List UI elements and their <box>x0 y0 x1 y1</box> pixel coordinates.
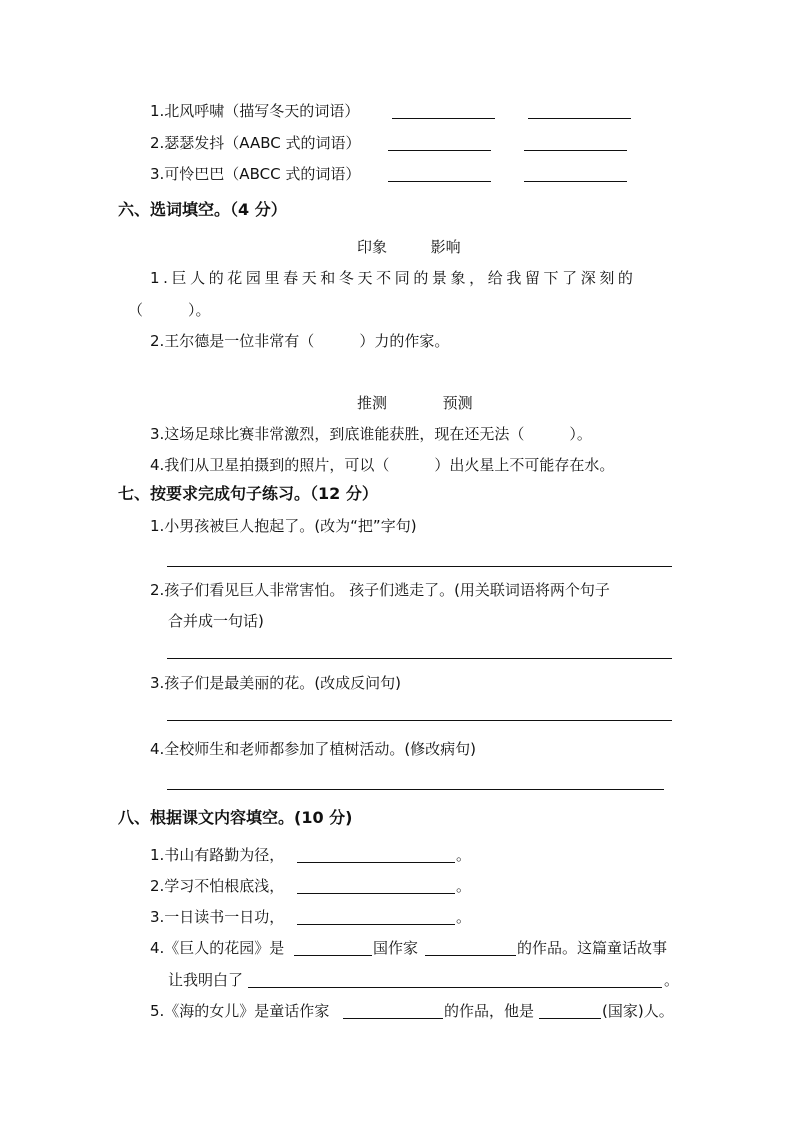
answer-blank[interactable] <box>539 1018 601 1019</box>
answer-line[interactable] <box>167 566 672 567</box>
word-choice: 预测 <box>442 394 473 412</box>
answer-blank[interactable] <box>297 893 455 894</box>
question-8-4-cont: 让我明白了 <box>168 971 244 989</box>
punctuation: 。 <box>456 846 472 864</box>
question-7-2: 2.孩子们看见巨人非常害怕。 孩子们逃走了。(用关联词语将两个句子 <box>150 581 610 599</box>
question-6-4: 4.我们从卫星拍摄到的照片，可以（ ）出火星上不可能存在水。 <box>150 456 615 474</box>
answer-blank[interactable] <box>343 1018 443 1019</box>
word-choice-pair-1 <box>357 237 461 257</box>
question-8-5-text: 的作品，他是 <box>444 1002 535 1020</box>
word-item-2: 2.瑟瑟发抖（AABC 式的词语） <box>150 134 361 152</box>
question-8-4-text: 国作家 <box>373 939 419 957</box>
answer-blank[interactable] <box>528 118 631 119</box>
section-heading-6: 六、选词填空。（4 分） <box>118 200 287 219</box>
answer-blank[interactable] <box>297 862 455 863</box>
word-choice: 推测 <box>357 394 388 412</box>
answer-blank[interactable] <box>524 181 627 182</box>
answer-blank[interactable] <box>294 955 372 956</box>
word-choice-pair-2 <box>357 393 473 413</box>
section-heading-7: 七、按要求完成句子练习。（12 分） <box>118 484 378 503</box>
word-choice: 影响 <box>430 238 461 256</box>
answer-blank[interactable] <box>524 150 627 151</box>
word-item-1: 1.北风呼啸（描写冬天的词语） <box>150 102 360 120</box>
answer-blank[interactable] <box>297 924 455 925</box>
question-6-1-cont: （ ）。 <box>128 301 211 319</box>
answer-blank[interactable] <box>388 150 491 151</box>
question-8-5: 5.《海的女儿》是童话作家 <box>150 1002 330 1020</box>
question-6-2: 2.王尔德是一位非常有（ ）力的作家。 <box>150 332 450 350</box>
punctuation: 。 <box>456 908 472 926</box>
answer-line[interactable] <box>167 658 672 659</box>
question-8-2: 2.学习不怕根底浅， <box>150 877 285 895</box>
question-7-1: 1.小男孩被巨人抱起了。(改为“把”字句) <box>150 517 417 535</box>
punctuation: 。 <box>456 877 472 895</box>
question-8-3: 3.一日读书一日功， <box>150 908 285 926</box>
question-8-4-text: 的作品。这篇童话故事 <box>517 939 668 957</box>
word-item-3: 3.可怜巴巴（ABCC 式的词语） <box>150 165 361 183</box>
question-6-1: 1.巨人的花园里春天和冬天不同的景象，给我留下了深刻的 <box>150 269 637 287</box>
question-8-5-text: (国家)人。 <box>602 1002 674 1020</box>
question-8-1: 1.书山有路勤为径， <box>150 846 285 864</box>
question-7-3: 3.孩子们是最美丽的花。(改成反问句) <box>150 674 402 692</box>
question-7-4: 4.全校师生和老师都参加了植树活动。(修改病句) <box>150 740 477 758</box>
word-choice: 印象 <box>357 238 388 256</box>
answer-line[interactable] <box>167 720 672 721</box>
answer-line[interactable] <box>167 789 664 790</box>
answer-blank[interactable] <box>392 118 495 119</box>
punctuation: 。 <box>664 971 680 989</box>
answer-blank[interactable] <box>248 987 662 988</box>
section-heading-8: 八、根据课文内容填空。(10 分) <box>118 808 353 827</box>
answer-blank[interactable] <box>388 181 491 182</box>
answer-blank[interactable] <box>425 955 516 956</box>
question-8-4: 4.《巨人的花园》是 <box>150 939 285 957</box>
question-7-2-cont: 合并成一句话) <box>168 612 264 630</box>
question-6-3: 3.这场足球比赛非常激烈，到底谁能获胜，现在还无法（ ）。 <box>150 425 592 443</box>
